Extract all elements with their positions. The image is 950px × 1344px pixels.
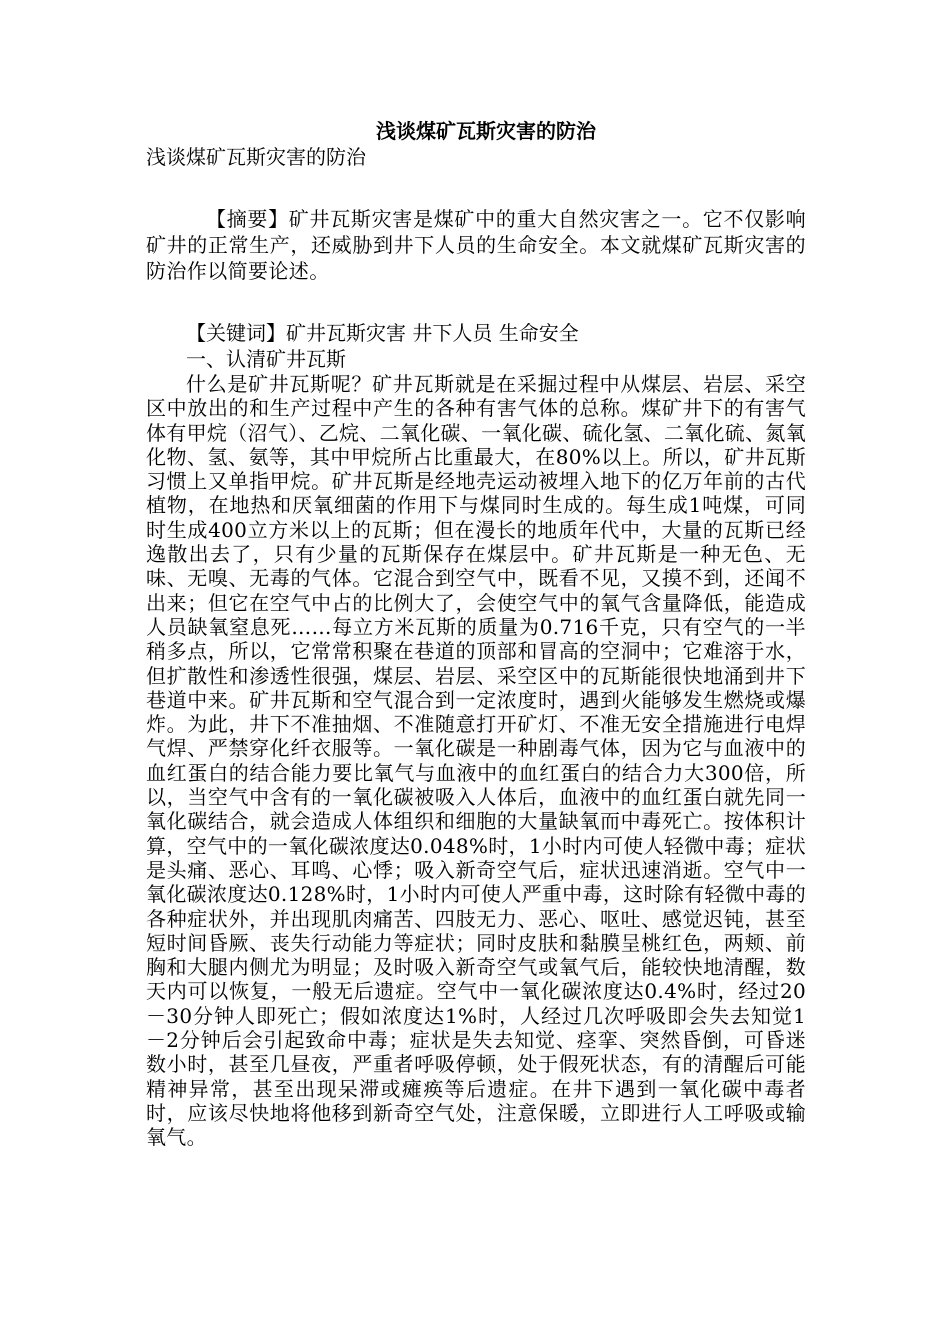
section-body-paragraph: 什么是矿井瓦斯呢？矿井瓦斯就是在采掘过程中从煤层、岩层、采空区中放出的和生产过程中产生的各种有害气体的总称。煤矿井下的有害气体有甲烷（沼气）、乙烷、二氧化碳、一氧化碳、硫化氢、二氧化硫、氮氧化物、氢、氨等，其中甲烷所占比重最大，在80%以上。所以，矿井瓦斯习惯上又单指甲烷。矿井瓦斯是经地壳运动被埋入地下的亿万年前的古代植物，在地热和厌氧细菌的作用下与煤同时生成的。每生成1吨煤，可同时生成400立方米以上的瓦斯；但在漫长的地质年代中，大量的瓦斯已经逸散出去了，只有少量的瓦斯保存在煤层中。矿井瓦斯是一种无色、无味、无嗅、无毒的气体。它混合到空气中，既看不见，又摸不到，还闻不出来；但它在空气中占的比例大了，会使空气中的氧气含量降低，能造成人员缺氧窒息死……每立方米瓦斯的质量为0.716千克，只有空气的一半稍多点，所以，它常常积聚在巷道的顶部和冒高的空洞中；它难溶于水，但扩散性和渗透性很强，煤层、岩层、采空区中的瓦斯能很快地涌到井下巷道中来。矿井瓦斯和空气混合到一定浓度时，遇到火能够发生燃烧或爆炸。为此，井下不准抽烟、不准随意打开矿灯、不准无安全措施进行电焊气焊、严禁穿化纤衣服等。一氧化碳是一种剧毒气体，因为它与血液中的血红蛋白的结合能力要比氧气与血液中的血红蛋白的结合力大300倍，所以，当空气中含有的一氧化碳被吸入人体后，血液中的血红蛋白就先同一氧化碳结合，就会造成人体组织和细胞的大量缺氧而中毒死亡。按体积计算，空气中的一氧化碳浓度达0.048%时，1小时内可使人轻微中毒；症状是头痛、恶心、耳鸣、心悸；吸入新奇空气后，症状迅速消逝。空气中一氧化碳浓度达0.128%时，1小时内可使人严重中毒，这时除有轻微中毒的各种症状外，并出现肌肉痛苦、四肢无力、恶心、呕吐、感觉迟钝，甚至短时间昏厥、丧失行动能力等症状；同时皮肤和黏膜呈桃红色，两颊、前胸和大腿内侧尤为明显；及时吸入新奇空气或氧气后，能较快地清醒，数天内可以恢复，一般无后遗症。空气中一氧化碳浓度达0.4%时，经过20－30分钟人即死亡；假如浓度达1%时，人经过几次呼吸即会失去知觉1－2分钟后会引起致命中毒；症状是失去知觉、痉挛、突然昏倒，可昏迷数小时，甚至几昼夜，严重者呼吸停顿，处于假死状态，有的清醒后可能精神异常，甚至出现呆滞或瘫痪等后遗症。在井下遇到一氧化碳中毒者时，应该尽快地将他移到新奇空气处，注意保暖，立即进行人工呼吸或输氧气。 — [146, 372, 806, 1150]
section-heading: 一、认清矿井瓦斯 — [186, 347, 346, 371]
document-page — [146, 118, 806, 1150]
abstract-paragraph: 【摘要】矿井瓦斯灾害是煤矿中的重大自然灾害之一。它不仅影响矿井的正常生产，还威胁到井下人员的生命安全。本文就煤矿瓦斯灾害的防治作以简要论述。 — [146, 207, 806, 283]
document-title: 浅谈煤矿瓦斯灾害的防治 — [376, 119, 596, 143]
keywords-line: 【关键词】矿井瓦斯灾害 井下人员 生命安全 — [186, 321, 579, 345]
document-subtitle: 浅谈煤矿瓦斯灾害的防治 — [146, 145, 366, 169]
